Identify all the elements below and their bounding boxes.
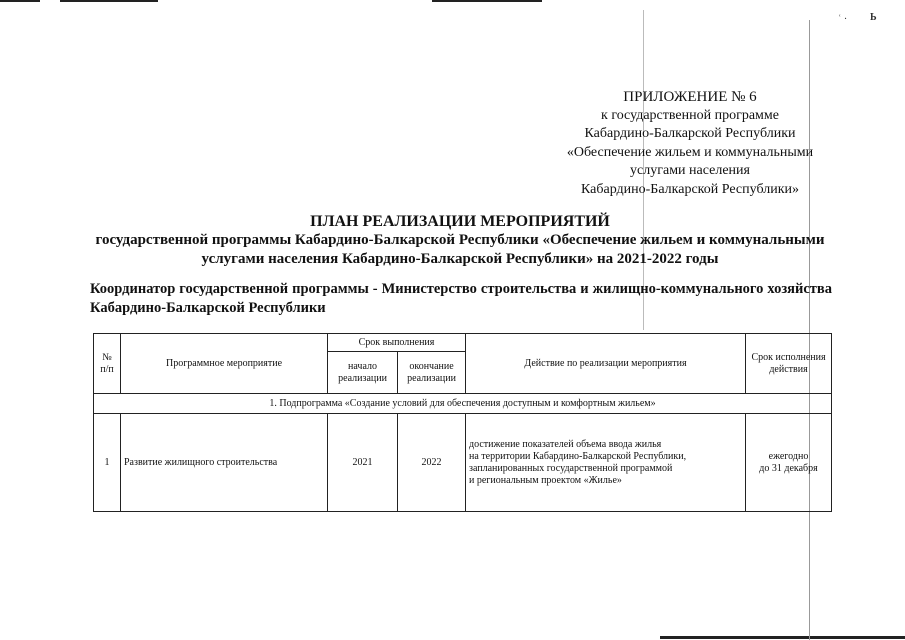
row-end: 2022 <box>398 414 466 512</box>
appendix-line: услугами населения <box>630 163 750 178</box>
row-number: 1 <box>94 414 121 512</box>
header-number: № п/п <box>94 334 121 394</box>
appendix-block <box>540 88 840 199</box>
plan-title-line: государственной программы Кабардино-Балкарской Республики «Обеспечение жильем и коммунальными <box>95 232 825 248</box>
scan-artifact-bottom <box>660 636 905 639</box>
row-deadline-line: до 31 декабря <box>759 462 818 474</box>
scan-artifact-top-left <box>0 0 40 2</box>
header-action: Действие по реализации мероприятия <box>466 334 746 394</box>
header-measure: Программное мероприятие <box>121 334 328 394</box>
row-deadline-line: ежегодно <box>768 450 809 462</box>
header-start: начало реализации <box>328 352 398 394</box>
row-action-line: и региональным проектом «Жилье» <box>469 474 622 486</box>
coordinator-text: Координатор государственной программы - Министерство строительства и жилищно-коммунального хозяйства Кабардино-Балкарской Республики <box>90 281 832 316</box>
appendix-number: ПРИЛОЖЕНИЕ № 6 <box>623 89 757 105</box>
plan-title <box>60 212 860 269</box>
plan-title-line: услугами населения Кабардино-Балкарской Республики» на 2021-2022 годы <box>201 251 719 267</box>
subprogram-row: 1. Подпрограмма «Создание условий для обеспечения доступным и комфортным жильем» <box>94 394 832 414</box>
corner-mark: Ь <box>870 12 877 23</box>
scan-mark-icon: ʿ · <box>838 14 848 25</box>
row-action-line: на территории Кабардино-Балкарской Республики, <box>469 450 687 462</box>
row-start: 2021 <box>328 414 398 512</box>
table-row <box>94 414 832 512</box>
appendix-line: Кабардино-Балкарской Республики <box>584 126 796 141</box>
appendix-line: «Обеспечение жильем и коммунальными <box>566 144 814 160</box>
row-deadline <box>746 414 832 512</box>
row-action-line: достижение показателей объема ввода жилья <box>469 438 662 450</box>
scan-artifact-top-center <box>432 0 542 2</box>
header-term: Срок выполнения <box>328 334 466 352</box>
plan-title-main: ПЛАН РЕАЛИЗАЦИИ МЕРОПРИЯТИЙ <box>310 213 610 230</box>
scan-artifact-top-left-2 <box>60 0 158 2</box>
header-end: окончание реализации <box>398 352 466 394</box>
appendix-line: Кабардино-Балкарской Республики» <box>581 181 799 197</box>
row-measure: Развитие жилищного строительства <box>121 414 328 512</box>
appendix-line: к государственной программе <box>601 107 779 123</box>
header-deadline: Срок исполнения действия <box>746 334 832 394</box>
row-action-line: запланированных государственной программой <box>469 462 673 474</box>
row-action <box>466 414 746 512</box>
plan-table <box>93 333 832 512</box>
